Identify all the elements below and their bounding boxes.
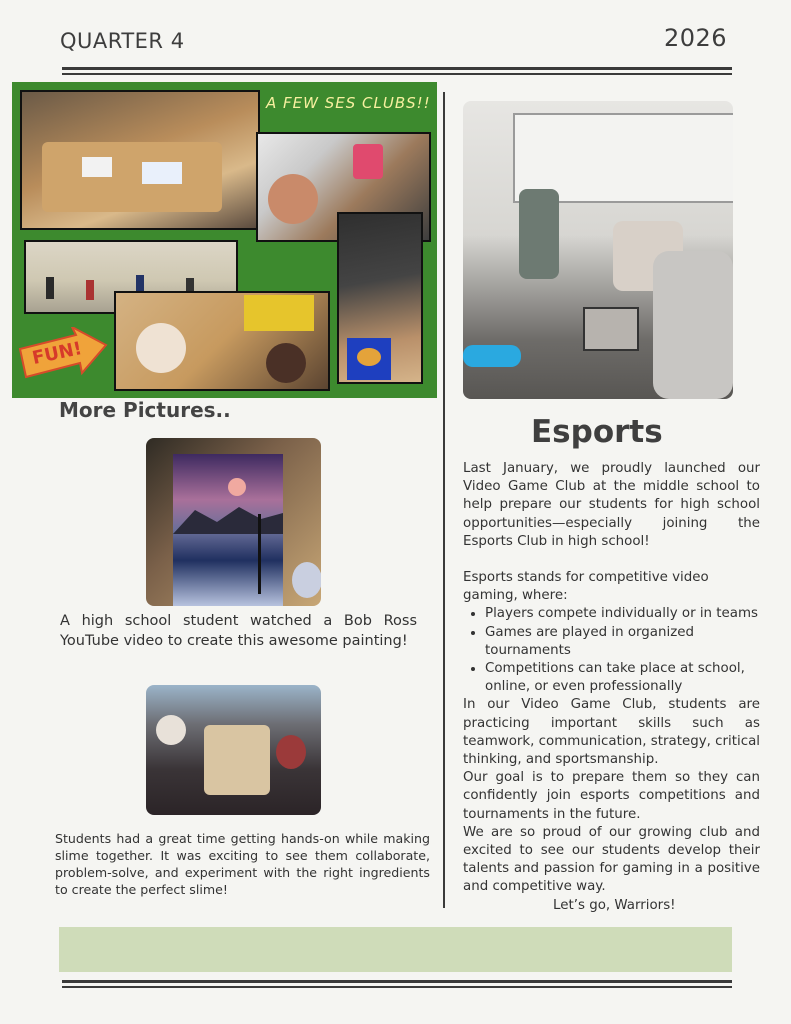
clubs-collage bbox=[12, 82, 437, 398]
collage-photo-art-table bbox=[114, 291, 330, 391]
footer-rule-bottom bbox=[62, 986, 732, 988]
painting-caption: A high school student watched a Bob Ross YouTube video to create this awesome painting! bbox=[60, 613, 417, 649]
list-item: • Competitions can take place at school, online, or even professionally bbox=[485, 660, 760, 696]
esports-proud: We are so proud of our growing club and excited to see our students develop their talents and passion for gaming in a positive and competitive way. bbox=[463, 824, 760, 895]
esports-heading: Esports bbox=[531, 414, 663, 450]
slime-activity-photo bbox=[146, 685, 321, 815]
column-divider bbox=[443, 92, 445, 908]
footer-band bbox=[59, 927, 732, 972]
painting-canvas bbox=[173, 454, 283, 606]
more-pictures-heading: More Pictures.. bbox=[59, 398, 231, 422]
esports-goal: Our goal is to prepare them so they can confidently join esports competitions and tournaments in the future. bbox=[463, 770, 760, 822]
quarter-label: QUARTER 4 bbox=[60, 29, 185, 53]
list-item: • Games are played in organized tournaments bbox=[485, 624, 760, 660]
bob-ross-painting-photo bbox=[146, 438, 321, 606]
collage-photo-boy-painting bbox=[337, 212, 423, 384]
list-item: • Players compete individually or in teams bbox=[485, 605, 760, 623]
esports-signoff: Let’s go, Warriors! bbox=[553, 897, 676, 913]
esports-intro: Last January, we proudly launched our Video Game Club at the middle school to help prepare our students for high school opportunities—especially joining the Esports Club in high school! bbox=[463, 461, 760, 549]
footer-rule-top bbox=[62, 980, 732, 983]
header-rule-top bbox=[62, 67, 732, 70]
slime-caption: Students had a great time getting hands-on while making slime together. It was exciting to see them collaborate, problem-solve, and experiment with the right ingredients to create the perfect slime! bbox=[55, 831, 430, 897]
esports-skills: In our Video Game Club, students are practicing important skills such as teamwork, communication, strategy, critical thinking, and sportsmanship. bbox=[463, 697, 760, 768]
esports-body bbox=[463, 460, 760, 915]
collage-title: A FEW SES CLUBS!! bbox=[266, 94, 431, 112]
fun-arrow bbox=[18, 327, 108, 385]
esports-bullet-list bbox=[463, 605, 760, 696]
header-rule-bottom bbox=[62, 73, 732, 75]
year-label: 2026 bbox=[664, 24, 728, 52]
esports-club-photo bbox=[463, 101, 733, 399]
esports-definition: Esports stands for competitive video gaming, where: bbox=[463, 570, 709, 604]
fun-label: FUN! bbox=[30, 338, 84, 369]
collage-photo-classroom-table bbox=[20, 90, 260, 230]
